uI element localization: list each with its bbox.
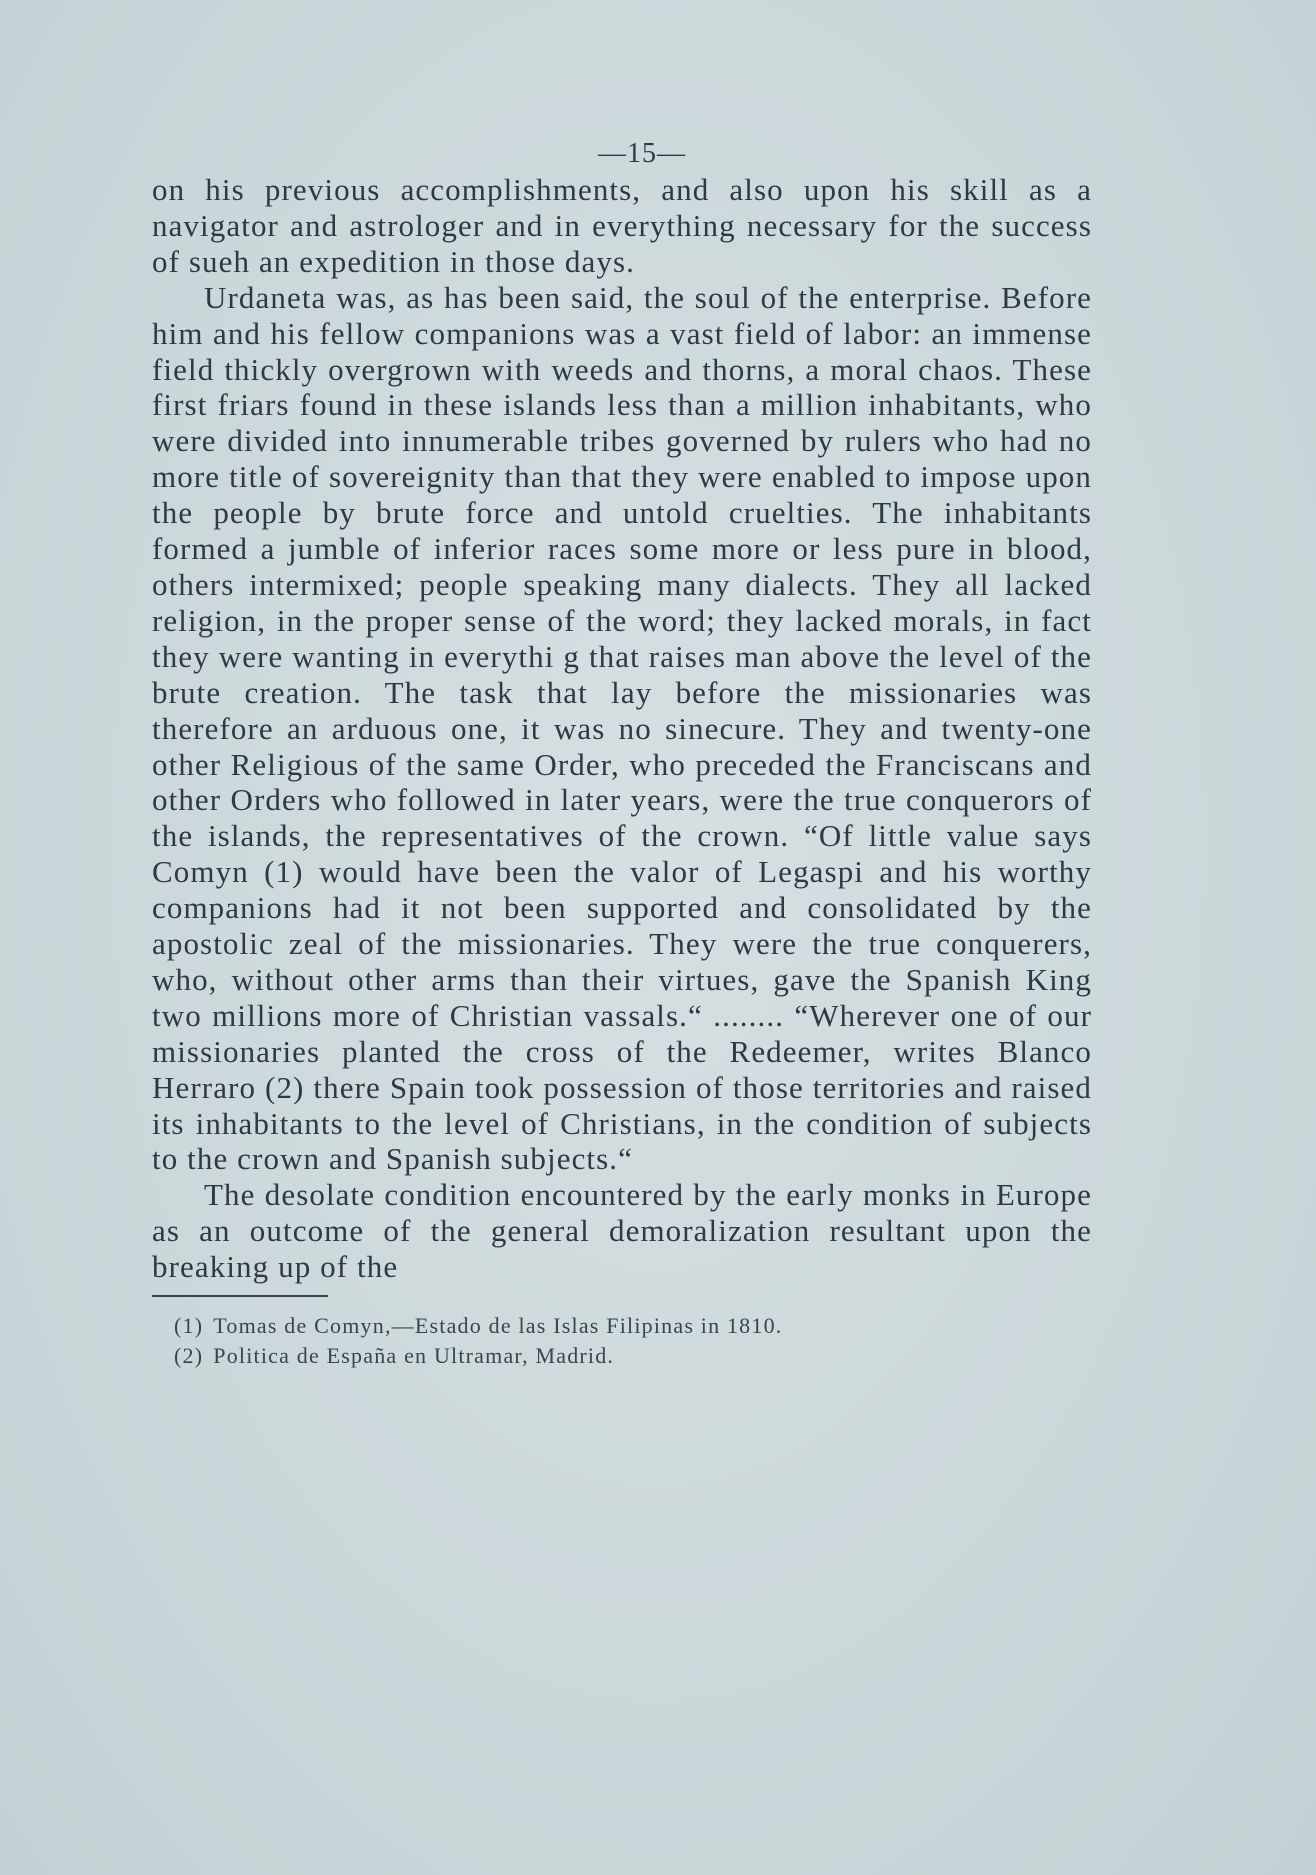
footnote-2-mark: (2) bbox=[174, 1343, 204, 1369]
page-number: —15— bbox=[598, 138, 686, 169]
paragraph-desolate-condition: The desolate condition encountered by the early monks in Europe as an outcome of the general demoralization resultant upon the breaking up of the bbox=[152, 1177, 1092, 1285]
footnote-rule bbox=[152, 1295, 328, 1297]
text-column bbox=[152, 136, 1092, 1371]
paragraph-continuation: on his previous accomplishments, and also upon his skill as a navigator and astrologer and in everything necessary for the success of sueh an expedition in those days. bbox=[152, 172, 1092, 279]
paragraph-urdaneta: Urdaneta was, as has been said, the soul of the enterprise. Before him and his fellow companions was a vast field of labor: an immense field thickly overgrown with weeds and thorns, a moral chaos. These first friars found in these islands less than a million inhabitants, who were divided into innumerable tribes governed by rulers who had no more title of sovereignity than that they were enabled to impose upon the people by brute force and untold cruelties. The inhabitants formed a jumble of inferior races some more or less pure in blood, others intermixed; people speaking many dialects. They all lacked religion, in the proper sense of the word; they lacked morals, in fact they were wanting in everythi g that raises man above the level of the brute creation. The task that lay before the missionaries was therefore an arduous one, it was no sinecure. They and twenty-one other Religious of the same Order, who preceded the Franciscans and other Orders who followed in later years, were the true conquerors of the islands, the representatives of the crown. “Of little value says Comyn (1) would have been the valor of Legaspi and his worthy companions had it not been supported and consolidated by the apostolic zeal of the missionaries. They were the true conquerers, who, without other arms than their virtues, gave the Spanish King two millions more of Christian vassals.“ ........ “Wherever one of our missionaries planted the cross of the Redeemer, writes Blanco Herraro (2) there Spain took possession of those territories and raised its inhabitants to the level of Christians, in the condition of subjects to the crown and Spanish subjects.“ bbox=[152, 279, 1092, 1177]
footnote-1 bbox=[174, 1311, 1092, 1341]
footnote-2-text: Politica de España en Ultramar, Madrid. bbox=[213, 1343, 615, 1369]
footnote-1-text: Tomas de Comyn,—Estado de las Islas Filipinas in 1810. bbox=[213, 1313, 783, 1339]
footnote-2 bbox=[174, 1341, 1092, 1371]
footnotes bbox=[174, 1311, 1092, 1371]
footnote-1-mark: (1) bbox=[174, 1313, 204, 1339]
